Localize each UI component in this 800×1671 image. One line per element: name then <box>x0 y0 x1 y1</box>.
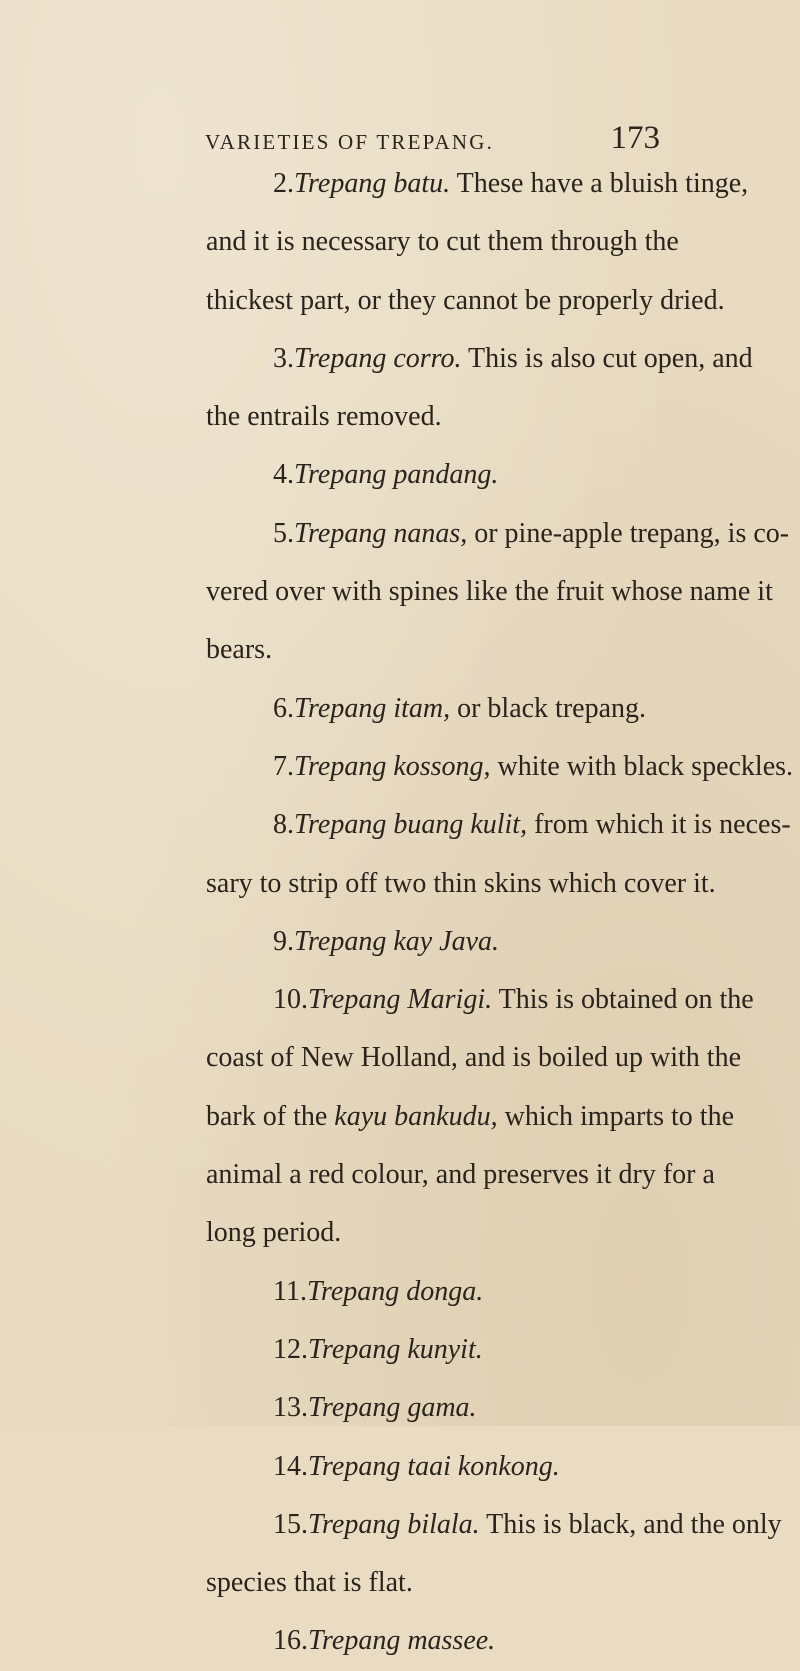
text-line <box>232 330 753 388</box>
item-number: 10. <box>273 984 308 1016</box>
text-line <box>232 738 794 796</box>
text-line <box>232 913 643 971</box>
item-number: 8. <box>273 809 294 841</box>
species-name: Trepang bilala. <box>308 1508 480 1540</box>
line-text: long period. <box>206 1217 342 1249</box>
line-text: the entrails removed. <box>206 401 442 433</box>
line-text: white with black speckles. <box>490 750 794 782</box>
line-text: bears. <box>206 634 273 666</box>
text-line <box>206 1204 643 1262</box>
text-line <box>232 1321 643 1379</box>
text-line <box>232 505 790 563</box>
text-line <box>232 1612 643 1670</box>
species-name: Trepang buang kulit, <box>294 809 528 841</box>
line-text: These have a bluish tinge, <box>450 168 749 199</box>
line-text: coast of New Holland, and is boiled up with the <box>206 1042 742 1074</box>
item-number: 6. <box>273 692 294 724</box>
line-text: animal a red colour, and preserves it dry for a <box>206 1159 715 1191</box>
item-number: 5. <box>273 517 294 549</box>
text-line <box>232 1263 643 1321</box>
species-name: Trepang kay Java. <box>294 925 500 957</box>
species-name: Trepang kunyit. <box>308 1333 483 1365</box>
text-line <box>206 855 716 913</box>
species-name: Trepang Marigi. <box>308 984 493 1016</box>
line-text: and it is necessary to cut them through the <box>206 226 679 258</box>
text-line <box>206 1088 734 1146</box>
line-text: bark of the <box>206 1100 335 1132</box>
text-line <box>232 796 791 854</box>
item-number: 4. <box>273 459 294 491</box>
text-line <box>206 1554 643 1612</box>
item-number: 14. <box>273 1450 308 1482</box>
item-number: 7. <box>273 750 294 782</box>
line-text: which imparts to the <box>497 1100 734 1132</box>
text-line <box>206 563 773 621</box>
species-name: Trepang gama. <box>308 1392 477 1424</box>
line-text: vered over with spines like the fruit whose name it <box>206 576 773 608</box>
item-number: 16. <box>273 1625 308 1657</box>
species-name: Trepang corro. <box>294 342 462 374</box>
item-number: 2. <box>273 168 294 199</box>
line-text: This is black, and the only <box>479 1508 782 1540</box>
species-name: Trepang kossong, <box>294 750 491 782</box>
item-number: 9. <box>273 925 294 957</box>
text-line <box>232 1379 643 1437</box>
species-name: Trepang batu. <box>294 168 451 199</box>
page-number: 173 <box>610 120 660 156</box>
text-line <box>206 1146 715 1204</box>
text-line <box>232 971 754 1029</box>
line-text: sary to strip off two thin skins which cover it. <box>206 867 716 899</box>
item-number: 13. <box>273 1392 308 1424</box>
item-number: 11. <box>273 1275 307 1307</box>
text-line <box>206 621 643 679</box>
line-text: from which it is neces- <box>527 809 791 841</box>
species-name: Trepang nanas, <box>294 517 468 549</box>
species-name: Trepang itam, <box>294 692 451 724</box>
text-line <box>232 1496 782 1554</box>
line-text: This is also cut open, and <box>461 342 753 374</box>
item-number: 15. <box>273 1508 308 1540</box>
text-line <box>206 213 679 271</box>
line-text: species that is flat. <box>206 1567 413 1599</box>
species-name: Trepang pandang. <box>294 459 499 491</box>
species-name: Trepang massee. <box>308 1625 496 1657</box>
line-text: or pine-apple trepang, is co- <box>467 517 790 549</box>
line-text: or black trepang. <box>450 692 647 724</box>
text-line <box>232 680 647 738</box>
text-line <box>206 1029 742 1087</box>
species-name: Trepang donga. <box>306 1275 484 1307</box>
text-line <box>206 388 643 446</box>
text-line <box>206 272 725 330</box>
line-text: thickest part, or they cannot be properly dried. <box>206 284 725 316</box>
text-line <box>232 1438 643 1496</box>
item-number: 3. <box>273 342 294 374</box>
plant-name: kayu bankudu, <box>334 1100 498 1132</box>
species-name: Trepang taai konkong. <box>308 1450 560 1482</box>
text-line <box>232 446 643 504</box>
item-number: 12. <box>273 1333 308 1365</box>
body-text <box>206 155 794 1671</box>
line-text: This is obtained on the <box>492 984 754 1016</box>
running-title: VARIETIES OF TREPANG. <box>205 130 495 154</box>
text-line <box>232 155 749 213</box>
